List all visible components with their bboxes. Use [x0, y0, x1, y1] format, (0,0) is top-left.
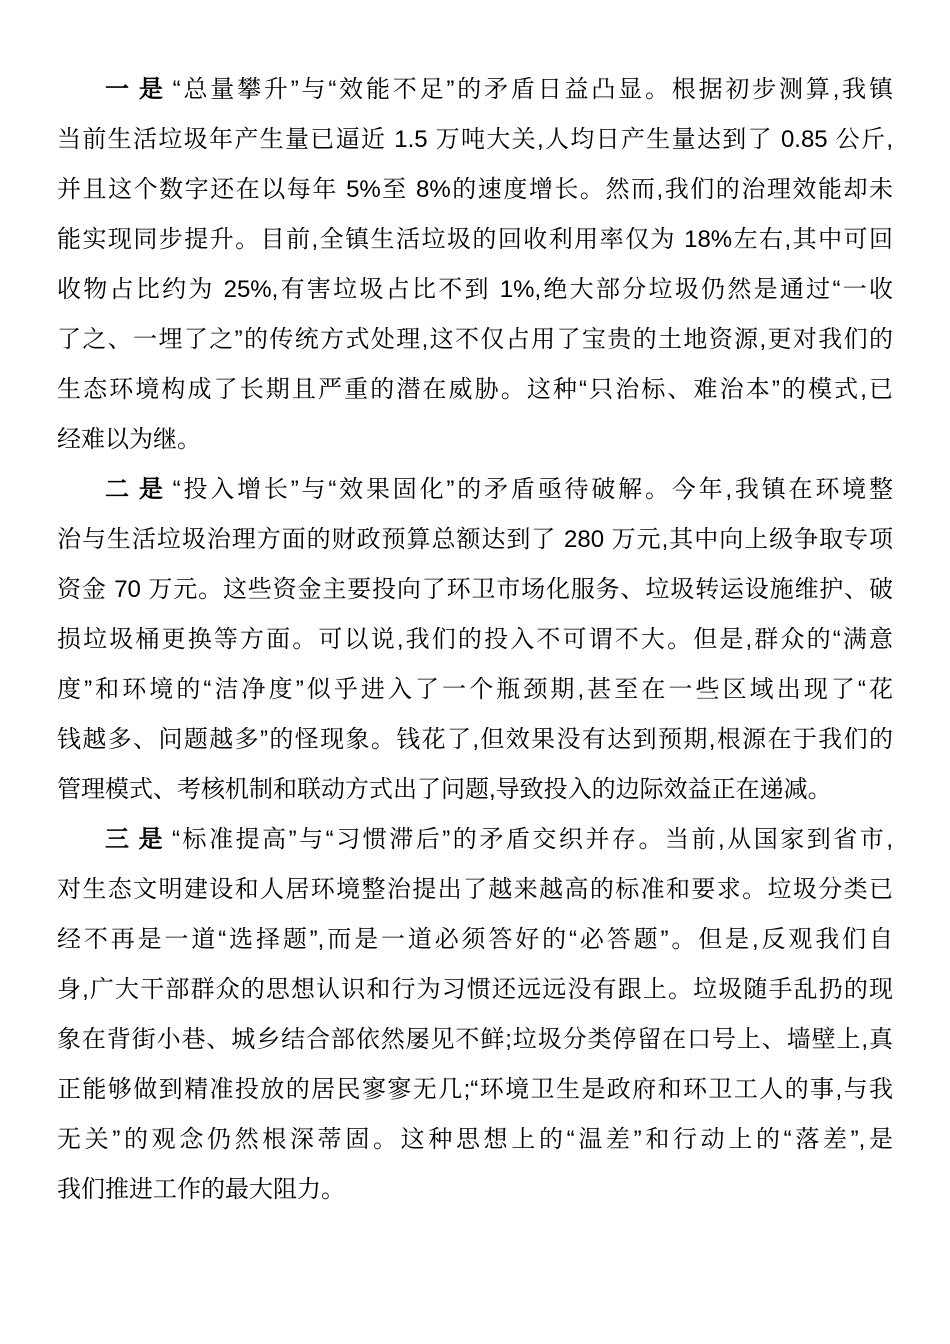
paragraph-1-line-2: 当前生活垃圾年产生量已逼近 1.5 万吨大关,人均日产生量达到了 0.85 公斤, — [57, 126, 893, 153]
paragraph-3-line-5: 象在背街小巷、城乡结合部依然屡见不鲜;垃圾分类停留在口号上、墙壁上,真 — [57, 1026, 893, 1053]
paragraph-1-line-5: 收物占比约为 25%,有害垃圾占比不到 1%,绝大部分垃圾仍然是通过“一收 — [57, 276, 893, 303]
paragraph-1-line-1: 一是“总量攀升”与“效能不足”的矛盾日益凸显。根据初步测算,我镇 — [105, 76, 893, 103]
paragraph-2-line-3: 资金 70 万元。这些资金主要投向了环卫市场化服务、垃圾转运设施维护、破 — [57, 576, 893, 603]
paragraph-3-line-4: 身,广大干部群众的思想认识和行为习惯还远远没有跟上。垃圾随手乱扔的现 — [57, 976, 893, 1003]
paragraph-2-line-5: 度”和环境的“洁净度”似乎进入了一个瓶颈期,甚至在一些区域出现了“花 — [57, 676, 893, 703]
paragraph-1-line-7: 生态环境构成了长期且严重的潜在威胁。这种“只治标、难治本”的模式,已 — [57, 376, 893, 403]
paragraph-1-line-8: 经难以为继。 — [57, 426, 201, 453]
paragraph-3-line-1: 三是“标准提高”与“习惯滞后”的矛盾交织并存。当前,从国家到省市, — [105, 826, 893, 853]
paragraph-3-line-2: 对生态文明建设和人居环境整治提出了越来越高的标准和要求。垃圾分类已 — [57, 876, 893, 903]
paragraph-2-line-2: 治与生活垃圾治理方面的财政预算总额达到了 280 万元,其中向上级争取专项 — [57, 526, 893, 553]
paragraph-2-line-1: 二是“投入增长”与“效果固化”的矛盾亟待破解。今年,我镇在环境整 — [105, 476, 893, 503]
paragraph-3-lead: 三是 — [105, 826, 173, 853]
paragraph-1-line-3: 并且这个数字还在以每年 5%至 8%的速度增长。然而,我们的治理效能却未 — [57, 176, 893, 203]
document-body — [57, 65, 893, 1215]
paragraph-1-line-4: 能实现同步提升。目前,全镇生活垃圾的回收利用率仅为 18%左右,其中可回 — [57, 226, 893, 253]
paragraph-1-lead: 一是 — [105, 76, 173, 103]
paragraph-2-line-6: 钱越多、问题越多”的怪现象。钱花了,但效果没有达到预期,根源在于我们的 — [57, 726, 893, 753]
paragraph-1-line-6: 了之、一埋了之”的传统方式处理,这不仅占用了宝贵的土地资源,更对我们的 — [57, 326, 893, 353]
paragraph-3-line-8: 我们推进工作的最大阻力。 — [57, 1176, 345, 1203]
paragraph-3-line-7: 无关”的观念仍然根深蒂固。这种思想上的“温差”和行动上的“落差”,是 — [57, 1126, 893, 1153]
paragraph-3-line-3: 经不再是一道“选择题”,而是一道必须答好的“必答题”。但是,反观我们自 — [57, 926, 893, 953]
paragraph-2-lead: 二是 — [105, 476, 173, 503]
paragraph-2-line-7: 管理模式、考核机制和联动方式出了问题,导致投入的边际效益正在递减。 — [57, 776, 832, 803]
paragraph-3-line-6: 正能够做到精准投放的居民寥寥无几;“环境卫生是政府和环卫工人的事,与我 — [57, 1076, 893, 1103]
paragraph-2-line-4: 损垃圾桶更换等方面。可以说,我们的投入不可谓不大。但是,群众的“满意 — [57, 626, 893, 653]
